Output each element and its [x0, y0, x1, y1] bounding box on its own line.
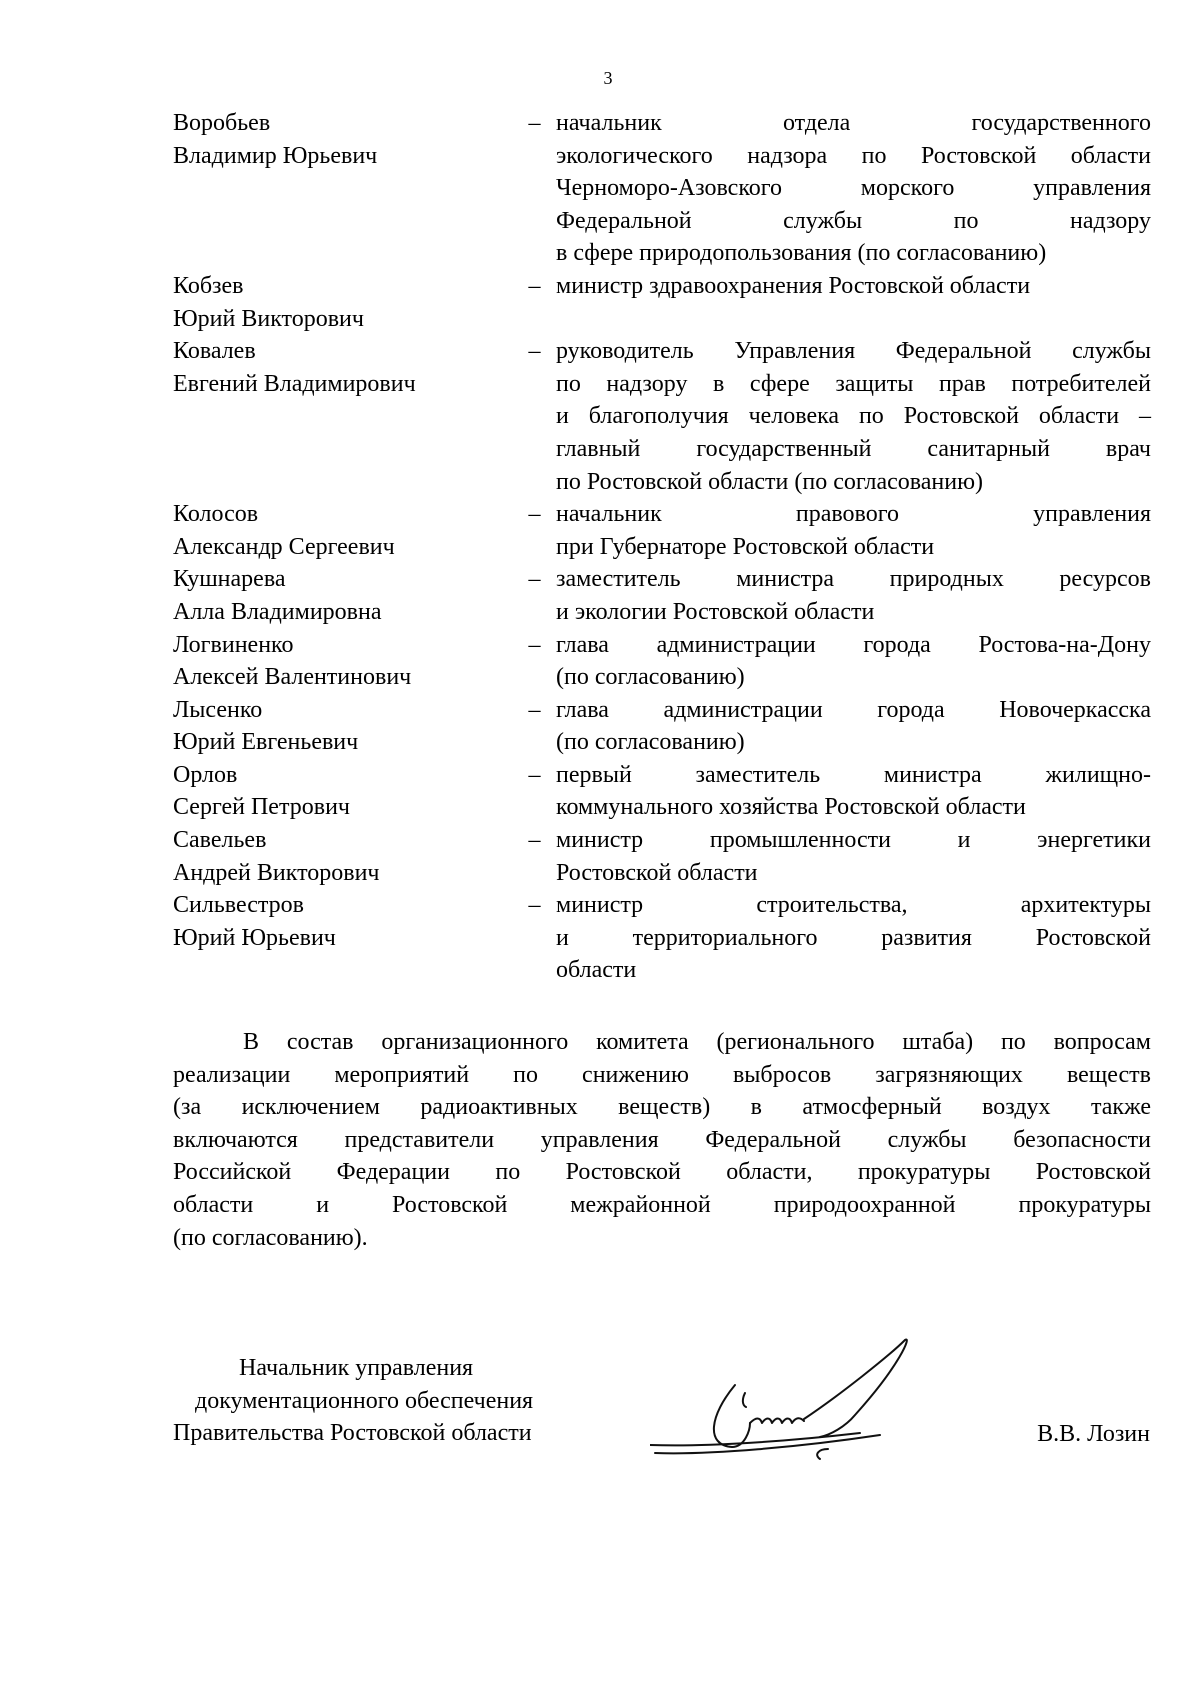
signatory-position	[173, 1352, 613, 1450]
dash: –	[528, 501, 541, 528]
member-name	[173, 335, 513, 498]
role-line: глава администрации города Ростова-на-Дону	[556, 631, 1151, 658]
role-line: коммунального хозяйства Ростовской области	[556, 794, 1026, 821]
member-given-names: Юрий Юрьевич	[173, 924, 336, 951]
role-line: по Ростовской области (по согласованию)	[556, 468, 984, 495]
body-paragraph	[173, 1026, 1151, 1254]
member-surname: Колосов	[173, 501, 259, 528]
role-line: (по согласованию)	[556, 664, 745, 691]
member-name	[173, 694, 513, 759]
member-surname: Лысенко	[173, 696, 263, 723]
signer-name: В.В. Лозин	[1037, 1421, 1150, 1447]
member-given-names: Алла Владимировна	[173, 598, 382, 625]
member-surname: Орлов	[173, 761, 238, 788]
role-line: области	[556, 957, 637, 984]
member-name	[173, 107, 513, 270]
member-name	[173, 889, 513, 987]
role-line: (по согласованию)	[556, 729, 745, 756]
member-row	[173, 335, 1151, 498]
dash: –	[528, 892, 541, 919]
role-line: заместитель министра природных ресурсов	[556, 566, 1151, 593]
member-given-names: Евгений Владимирович	[173, 370, 416, 397]
member-role	[556, 889, 1151, 987]
member-surname: Воробьев	[173, 110, 271, 136]
member-row	[173, 759, 1151, 824]
paragraph-line: области и Ростовской межрайонной природоохранной прокуратуры	[173, 1191, 1151, 1218]
role-line: глава администрации города Новочеркасска	[556, 696, 1151, 723]
role-line: Ростовской области	[556, 859, 758, 886]
member-surname: Логвиненко	[173, 631, 294, 658]
member-name	[173, 563, 513, 628]
role-line: министр строительства, архитектуры	[556, 892, 1151, 919]
member-surname: Кушнарева	[173, 566, 286, 593]
member-name	[173, 498, 513, 563]
member-name	[173, 270, 513, 335]
role-line: начальник отдела государственного	[556, 110, 1151, 136]
role-line: первый заместитель министра жилищно-	[556, 761, 1151, 788]
member-role	[556, 270, 1151, 335]
member-row	[173, 270, 1151, 335]
member-given-names: Александр Сергеевич	[173, 533, 395, 560]
role-line: начальник правового управления	[556, 501, 1151, 528]
role-line: и экологии Ростовской области	[556, 598, 875, 625]
member-name	[173, 629, 513, 694]
member-role	[556, 629, 1151, 694]
role-line: при Губернаторе Ростовской области	[556, 533, 935, 560]
member-surname: Сильвестров	[173, 892, 304, 919]
role-line: Федеральной службы по надзору	[556, 207, 1151, 234]
page-number: 3	[603, 68, 613, 88]
position-line: Начальник управления	[239, 1355, 474, 1381]
member-role	[556, 107, 1151, 270]
member-role	[556, 759, 1151, 824]
dash: –	[528, 696, 541, 723]
member-surname: Савельев	[173, 827, 267, 854]
member-given-names: Андрей Викторович	[173, 859, 380, 886]
member-role	[556, 694, 1151, 759]
paragraph-line: включаются представители управления Федеральной службы безопасности	[173, 1126, 1151, 1153]
handwritten-signature	[650, 1335, 980, 1475]
role-line: в сфере природопользования (по согласованию)	[556, 240, 1047, 267]
paragraph-line: В состав организационного комитета (регионального штаба) по вопросам	[243, 1029, 1151, 1055]
paragraph-line: реализации мероприятий по снижению выбросов загрязняющих веществ	[173, 1061, 1151, 1088]
member-given-names: Юрий Евгеньевич	[173, 729, 359, 756]
role-line: Черноморо-Азовского морского управления	[556, 175, 1151, 202]
member-given-names: Владимир Юрьевич	[173, 142, 378, 169]
member-role	[556, 824, 1151, 889]
member-name	[173, 824, 513, 889]
member-row	[173, 107, 1151, 270]
member-given-names: Юрий Викторович	[173, 305, 364, 332]
paragraph-line: Российской Федерации по Ростовской области, прокуратуры Ростовской	[173, 1159, 1151, 1186]
paragraph-line: (по согласованию).	[173, 1224, 368, 1251]
member-given-names: Сергей Петрович	[173, 794, 350, 821]
position-line: документационного обеспечения	[195, 1387, 534, 1414]
dash: –	[528, 761, 541, 788]
paragraph-line: (за исключением радиоактивных веществ) в атмосферный воздух также	[173, 1094, 1151, 1121]
role-line: экологического надзора по Ростовской области	[556, 142, 1151, 169]
role-line: по надзору в сфере защиты прав потребителей	[556, 370, 1151, 397]
dash: –	[528, 566, 541, 593]
member-row	[173, 563, 1151, 628]
member-row	[173, 694, 1151, 759]
member-given-names: Алексей Валентинович	[173, 664, 412, 691]
role-line: и благополучия человека по Ростовской области –	[556, 403, 1151, 430]
dash: –	[528, 272, 541, 299]
member-role	[556, 563, 1151, 628]
position-line: Правительства Ростовской области	[173, 1420, 532, 1447]
members-list	[173, 107, 1151, 987]
member-surname: Ковалев	[173, 338, 256, 365]
role-line: главный государственный санитарный врач	[556, 435, 1151, 462]
role-line: министр здравоохранения Ростовской области	[556, 272, 1031, 299]
role-line: и территориального развития Ростовской	[556, 924, 1151, 951]
member-row	[173, 889, 1151, 987]
dash: –	[528, 110, 541, 136]
dash: –	[528, 827, 541, 854]
member-row	[173, 629, 1151, 694]
member-name	[173, 759, 513, 824]
dash: –	[528, 631, 541, 658]
member-role	[556, 335, 1151, 498]
member-row	[173, 824, 1151, 889]
member-row	[173, 498, 1151, 563]
role-line: министр промышленности и энергетики	[556, 827, 1151, 854]
member-surname: Кобзев	[173, 272, 244, 299]
role-line: руководитель Управления Федеральной службы	[556, 338, 1151, 365]
member-role	[556, 498, 1151, 563]
dash: –	[528, 338, 541, 365]
